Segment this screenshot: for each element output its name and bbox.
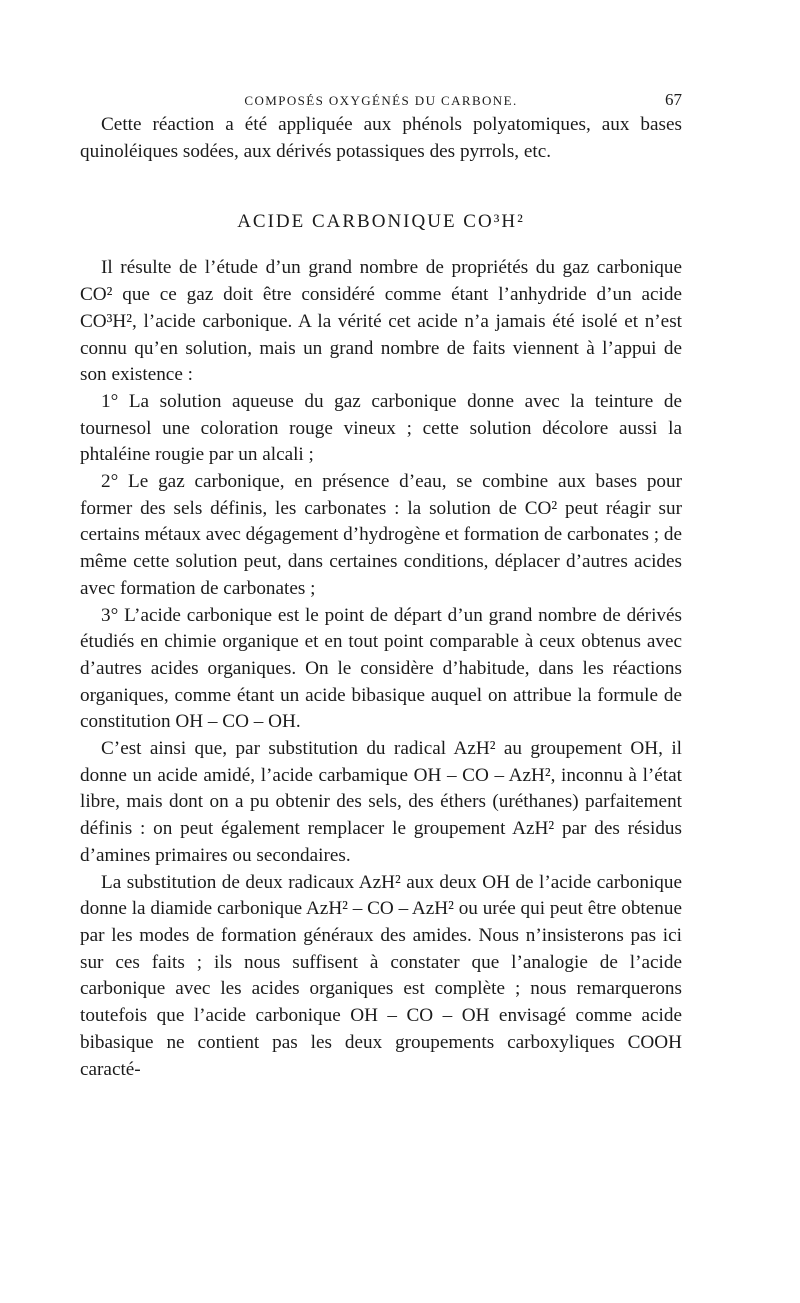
paragraph-3: 2° Le gaz carbonique, en présence d’eau, se combine aux bases pour former des sels définis, les carbonates : la solution de CO² peut réagir sur certains métaux avec dégagement d’hydrogène et formation de carbonates ; de même cette solution peut, dans certaines conditions, déplacer d’autres acides avec formation de carbonates ; bbox=[80, 471, 683, 599]
section-title: ACIDE CARBONIQUE CO³H² bbox=[237, 211, 525, 233]
paragraph-intro: Cette réaction a été appliquée aux phénols polyatomiques, aux bases quinoléiques sodées, aux dérivés potassiques des pyrrols, etc. bbox=[80, 114, 682, 162]
paragraph-5: C’est ainsi que, par substitution du radical AzH² au groupement OH, il donne un acide amidé, l’acide carbamique OH – CO – AzH², inconnu à l’état libre, mais dont on a pu obtenir des sels, des éthers (uréthanes) parfaitement définis : on peut également remplacer le groupement AzH² par des résidus d’amines primaires ou secondaires. bbox=[80, 738, 682, 866]
running-title: COMPOSÉS OXYGÉNÉS DU CARBONE. bbox=[244, 93, 518, 108]
body-text bbox=[80, 112, 682, 1083]
page-number: 67 bbox=[665, 90, 682, 109]
paragraph-4: 3° L’acide carbonique est le point de départ d’un grand nombre de dérivés étudiés en chimie organique et en tout point comparable à ceux obtenus avec d’autres acides organiques. On le considère d’habitude, dans les réactions organiques, comme étant un acide bibasique auquel on attribue la formule de constitution OH – CO – OH. bbox=[80, 604, 682, 733]
paragraph-2: 1° La solution aqueuse du gaz carbonique donne avec la teinture de tournesol une coloration rouge vineux ; cette solution décolore aussi la phtaléine rougie par un alcali ; bbox=[80, 390, 682, 466]
paragraph-1: Il résulte de l’étude d’un grand nombre de propriétés du gaz carbonique CO² que ce gaz doit être considéré comme étant l’anhydride d’un acide CO³H², l’acide carbonique. A la vérité cet acide n’a jamais été isolé et n’est connu qu’en solution, mais un grand nombre de faits viennent à l’appui de son existence : bbox=[80, 257, 682, 386]
paragraph-6: La substitution de deux radicaux AzH² aux deux OH de l’acide carbonique donne la diamide carbonique AzH² – CO – AzH² ou urée qui peut être obtenue par les modes de formation généraux des amides. Nous n’insisterons pas ici sur ces faits ; ils nous suffisent à constater que l’analogie de l’acide carbonique avec les acides organiques est complète ; nous remarquerons toutefois que l’acide carbonique OH – CO – OH envisagé comme acide bibasique ne contient pas les deux groupements carboxyliques COOH caracté- bbox=[80, 871, 682, 1080]
